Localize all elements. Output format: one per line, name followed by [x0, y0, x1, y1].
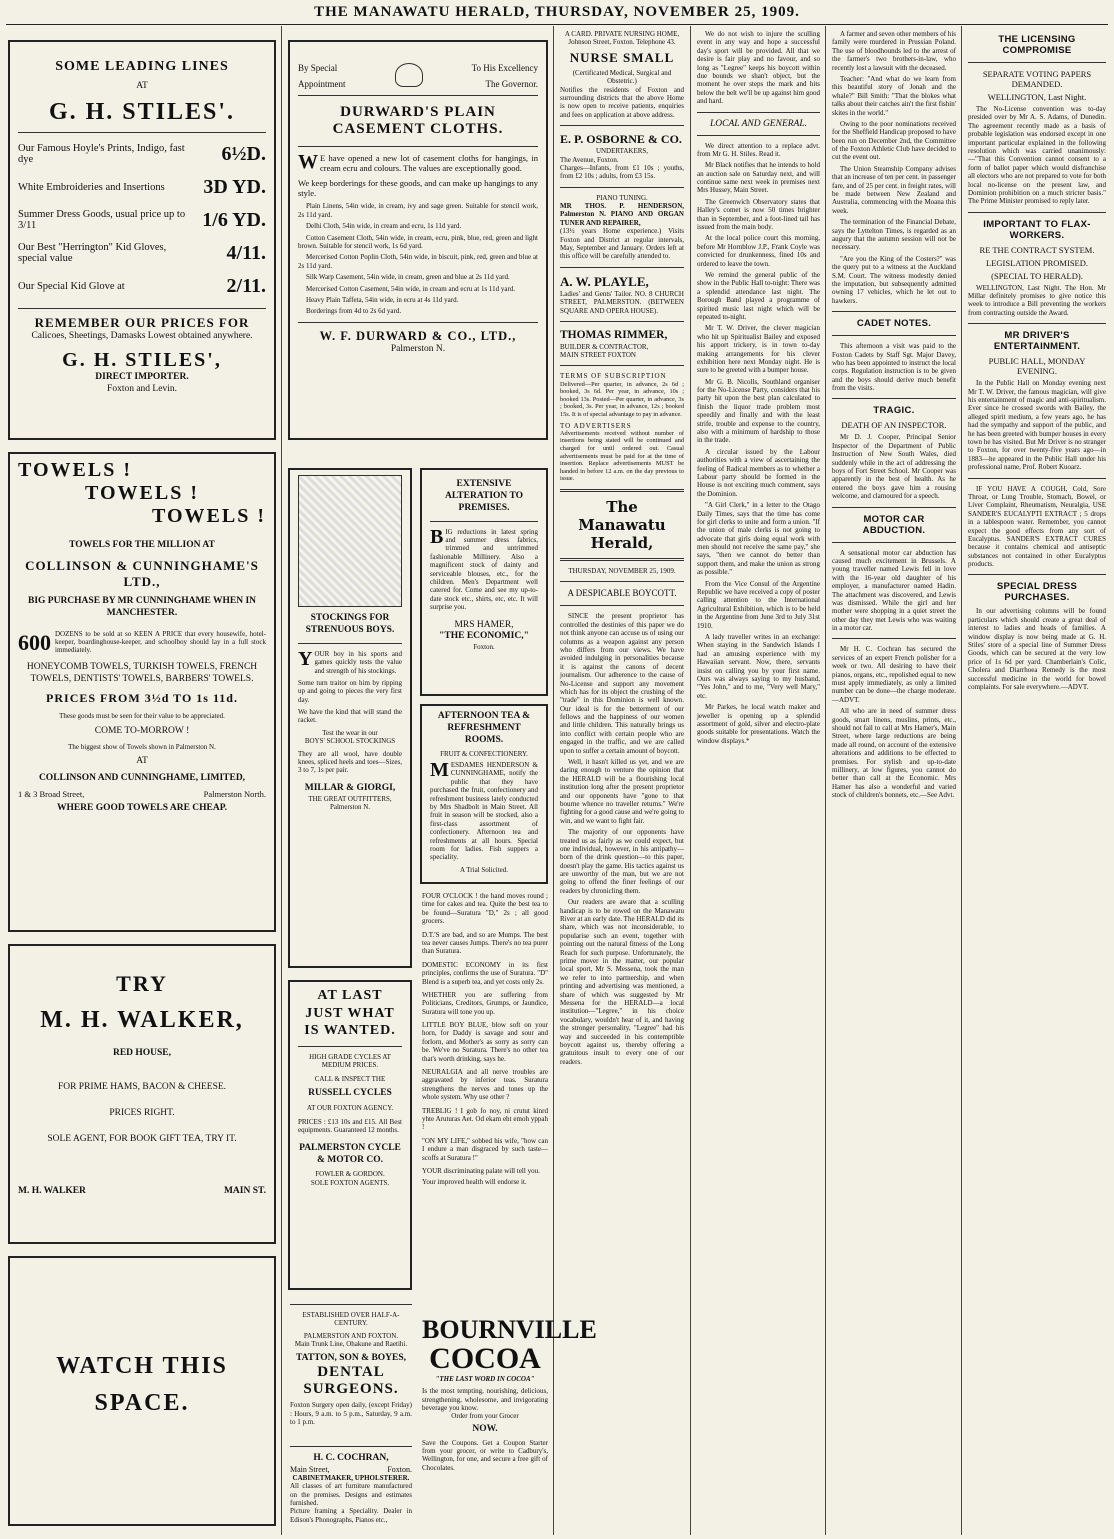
editorial-paragraph: Our readers are aware that a sculling handicap is to be rowed on the Manawatu River at an early date. The HERALD did its share, which was not inconsiderable, to popularise such an event, together with pointing out the natural fitness of the Long Reach for such purpose. Unfortunately, the prime mover in the matter, our popular local sport, Mr S. Messena, took the man we refer to into partnership, and when printing and advertising was mentioned, a share of which was suggested by Mr Messena for the HERALD—a local institution—"Legree," in his choice vocabulary, wouldn't hear of it, and having the stronger personality, "Legree" had his way and succeeded in his contemptible boycott against us, thereby offering a gratuitous insult to every one of our readers. — [560, 898, 684, 1066]
driver-subheading: PUBLIC HALL, MONDAY EVENING. — [988, 356, 1086, 377]
cochran-name: H. C. COCHRAN, — [313, 1453, 389, 1463]
dental-places: PALMERSTON AND FOXTON. — [303, 1331, 399, 1340]
cochran-framing: Picture framing a Speciality. Dealer in Edison's Phonographs, Pianos etc., — [290, 1507, 412, 1524]
nurse-body: Notifies the residents of Foxton and surrounding districts that the above Home is now open to receive patients, enquiries and fees on application at above address. — [560, 85, 684, 119]
flax-text: WELLINGTON, Last Night. The Hon. Mr Millar definitely promises to give notice this week to introduce a Bill preventing the workers from contracting outside the Award. — [968, 283, 1106, 317]
column-7 — [964, 30, 1110, 1536]
flax-subheading-2: LEGISLATION PROMISED. — [986, 257, 1088, 268]
dental-firm: TATTON, SON & BOYES, — [295, 1352, 407, 1363]
hamers-note: All who are in need of summer dress goods, smart linens, muslins, prints, etc., should not fail to call at Mrs Hamer's, Main Street, where large reductions are being made all round, on account of the extensive alterations and additions to be effected to premises. For stylish and up-to-date millinery, at low figures, you cannot do better than call at the Economic. Mrs Hamer has also a wonderful and varied stock of children's bonnets, etc.—See Advt. — [832, 707, 956, 800]
editorial-paragraph: SINCE the present proprietor has controlled the destinies of this paper we do not think anyone can accuse us of using our columns as a weapon against any person who differs from our views. We have avoided indulging in personalities because it is against the canons of decent journalism. Our adherence to the cause of No-License and support any movement which has for its object the crushing of the "trade" in this Dominion is well known. Our ideal is for the betterment of our fellows and the happiness of our women and little children. This naturally brings us into conflict with certain people who are engaged in the traffic, and we are called upon to suffer a certain amount of boycott. — [560, 612, 684, 755]
stiles-importer: DIRECT IMPORTER. — [95, 371, 189, 382]
hamer-ad — [420, 468, 548, 696]
licensing-subheading: SEPARATE VOTING PAPERS DEMANDED. — [982, 69, 1092, 89]
cocoa-ad — [418, 1315, 597, 1538]
stiles-name-footer: G. H. STILES', — [62, 348, 222, 371]
motor-heading: MOTOR CAR ABDUCTION. — [862, 513, 926, 536]
hamer-body: BIG reductions in latest spring and summer dress fabrics, trimmed and untrimmed fashionable Millinery. Also a magnificent stock of dainty and serviceable blouses, etc., for the children. Men's Department well catered for. Come and see my up-to-date stock etc., shirts, etc, etc. It will surprise you. — [430, 525, 538, 612]
herald-headline: A DESPICABLE BOYCOTT. — [567, 588, 677, 599]
osborne-avenue: The Avenue, Foxton. — [560, 155, 619, 164]
watch-line-2: SPACE. — [94, 1390, 190, 1416]
dental-hours: Foxton Surgery open daily, (except Friday) : Hours, 9 a.m. to 5 p.m., Saturday, 9 a.m. to 1 p.m. — [290, 1401, 412, 1427]
news-item: From the Vice Consul of the Argentine Republic we have received a copy of poster calling attention to the International Agricultural Exhibition, which is to be held in the Argentine from June 3rd to July 31st 1910. — [697, 579, 820, 630]
stockings-kind: We have the kind that will stand the racket. — [298, 708, 402, 725]
stiles-name: G. H. STILES'. — [48, 98, 236, 125]
henderson-name: MR THOS. P. HENDERSON, Palmerston N. PIANO AND ORGAN TUNER AND REPAIRER, — [560, 202, 684, 227]
tragic-heading: TRAGIC. — [873, 405, 915, 417]
stockings-outfitters: THE GREAT OUTFITTERS, — [308, 794, 392, 803]
cochran-trade: CABINETMAKER, UPHOLSTERER. — [292, 1473, 410, 1482]
news-item: We direct attention to a replace advt. from Mr G. H. Stiles. Read it. — [697, 141, 820, 158]
local-general-heading: LOCAL AND GENERAL. — [709, 118, 808, 129]
cycles-sole: SOLE FOXTON AGENTS. — [310, 1178, 390, 1187]
cocoa-brand: BOURNVILLE — [422, 1315, 597, 1344]
cocoa-tagline: "THE LAST WORD IN COCOA" — [435, 1374, 535, 1383]
cochran-body: All classes of art furniture manufactured on the premises. Designs and estimates furnished. — [290, 1482, 412, 1508]
tea-rooms-ad — [420, 704, 548, 884]
nurse-cert: (Certificated Medical, Surgical and Obstetric.) — [572, 68, 672, 86]
stiles-item: Our Special Kid Glove at 2/11. — [18, 274, 266, 297]
hamer-shop: "THE ECONOMIC," — [439, 631, 529, 642]
suratura-ad: "ON MY LIFE," sobbed his wife, "how can I endure a man disgraced by such taste—scoffs at Suratura !" — [422, 1136, 548, 1162]
durward-intro: WE have opened a new lot of casement cloths for hangings, in cream ecru and colours. The values are exceptionally good. — [298, 151, 538, 174]
stiles-places: Foxton and Levin. — [107, 383, 177, 394]
piano-heading: PIANO TUNING. — [596, 193, 648, 202]
herald-date: THURSDAY, NOVEMBER 25, 1909. — [568, 566, 676, 575]
suratura-ad: WHETHER you are suffering from Politicians, Creditors, Grumps, or Jaundice, Suratura will tone you up. — [422, 990, 548, 1016]
walker-street: MAIN ST. — [223, 1185, 266, 1196]
terms-heading: TERMS OF SUBSCRIPTION — [560, 372, 667, 381]
stockings-test: Test the wear in our — [322, 728, 378, 737]
towels-dozens: DOZENS to be sold at so KEEN A PRICE that every housewife, hotel-keeper, boardinghouse-keeper, and schoolboy should lay in a full stock immediately. — [55, 629, 266, 655]
news-item: A circular issued by the Labour authorities with a view of ascertaining the feeling of Radical members as to whether a Labour party should be formed in the House is not exciting much comment, says the Dominion. — [697, 447, 820, 498]
suratura-ad: TREBLIG ! I gob fo noy, ni crutut kinrd yhte Aruturas Aet. Od ekam eht emoh yppah ! — [422, 1106, 548, 1132]
towels-ad — [8, 452, 276, 932]
suratura-ad: D.T.'S are bad, and so are Mumps. The best tea never causes Jumps. There's no tea purer than Suratura. — [422, 930, 548, 956]
osborne-trade: UNDERTAKERS, — [595, 147, 649, 156]
towels-appreciated: These goods must be seen for their value to be appreciated. — [59, 712, 225, 721]
stockings-ad — [288, 468, 412, 968]
stockings-title: STOCKINGS FOR STRENUOUS BOYS. — [305, 613, 395, 635]
cycles-prices: PRICES : £13 10s and £15. All Best equipments. Guaranteed 12 months. — [298, 1117, 402, 1135]
boy-illustration — [298, 475, 402, 607]
stiles-items — [18, 143, 266, 298]
watch-line-1: WATCH THIS — [56, 1353, 228, 1379]
news-item: The Greenwich Observatory states that Halley's comet is now 50 times brighter than in September, and a foot-lined tail has issued from the main body. — [697, 197, 820, 232]
column-rule — [553, 26, 554, 1535]
advertisers-body: Advertisements received without number of insertions being stated will be continued and charged for until ordered out. Casual advertisements must be paid for at the time of insertion. Replace advertisements MUST be handed in before 12 a.m. on the day previous to issue. — [560, 429, 684, 483]
rimmer-name: THOMAS RIMMER, — [560, 329, 668, 342]
durward-ad: By Special Appointment To His Excellency The Governor. DURWARD'S PLAIN CASEMENT CLOTHS. WE have opened a new lot of casement cloths for hangings, in cream ecru and colours. The values are exceptionally good. We keep borderings for these goods, and can make up hangings to any style. Plain Linens, 54in wide, in cream, ivy and sage green. Suitable for stencil work, 2s 11d yard. Delhi Cloth, 54in wide, in cream and ecru, 1s 11d yard. Cotton Casement Cloth, 54in wide, in cream, ecru, pink, blue, red, green and light brown. Suitable for stencil work, 1s 6d yard. Mercerised Cotton Poplin Cloth, 54in wide, in biscuit, pink, red, green and blue at 2s 11d yard. Silk Warp Casement, 54in wide, in cream, green and blue at 2s 11d yard. Mercerised Cotton Casement, 54in wide, in cream and ecru at 1s 11d yard. Heavy Plain Taffeta, 54in wide, in ecru at 4s 11d yard. Borderings from 4d to 2s 6d yard. W. F. DURWARD & CO., LTD., Palmerston N. — [288, 40, 548, 440]
cocoa-word: COCOA — [429, 1342, 541, 1376]
column-rule — [825, 26, 826, 1535]
cycles-grade: HIGH GRADE CYCLES AT MEDIUM PRICES. — [309, 1052, 391, 1069]
licensing-dateline: WELLINGTON, Last Night. — [987, 92, 1087, 102]
stiles-item: Summer Dress Goods, usual price up to 3/11 1/6 YD. — [18, 208, 266, 232]
durward-keep: We keep borderings for these goods, and can make up hangings to any style. — [298, 177, 538, 199]
flax-special: (SPECIAL TO HERALD). — [991, 270, 1083, 281]
editorial-paragraph: Well, it hasn't killed us yet, and we are daring enough to venture the opinion that the HERALD will be a flourishing local institution long after the present proprietor and our opponents have "gone to that bourne whence no traveller returns." We're fighting for a good cause and we're going to win, and we want to fight fair. — [560, 758, 684, 825]
news-item: The termination of the Financial Debate, says the Lyttelton Times, is regarded as an augury that the autumn session will not be necessary. — [832, 218, 956, 252]
walker-agent: SOLE AGENT, FOR BOOK GIFT TEA, TRY IT. — [47, 1133, 237, 1144]
news-item: At the local police court this morning, before Mr Hornblow J.P., Frank Coyle was convicted for drunkenness, fined 10s and ordered to leave the town. — [697, 234, 820, 268]
stiles-item: Our Best "Herrington" Kid Gloves, special value 4/11. — [18, 241, 266, 265]
cycles-title: AT LAST JUST WHAT IS WANTED. — [304, 988, 396, 1038]
motor-text: A sensational motor car abduction has caused much excitement in Brussels. A young traveller named Lewis fell in love with the 16-year old daughter of his employer, a manufacturer named Hadin. The attachment was discovered, and Lewis was dismissed. While the girl and her mother were shopping in a quiet street the other day they met Lewis who was waiting in a motor car. — [832, 548, 956, 633]
cadet-heading: CADET NOTES. — [856, 318, 932, 330]
cycles-agency: AT OUR FOXTON AGENCY. — [306, 1103, 394, 1112]
nurse-name: NURSE SMALL — [569, 49, 675, 65]
towels-heading-2: TOWELS ! — [85, 482, 199, 504]
watch-space-ad — [8, 1256, 276, 1526]
column-4 — [556, 30, 688, 1536]
towels-biggest: The biggest show of Towels shown in Palmerston N. — [68, 742, 216, 751]
cochran-street: Main Street, — [290, 1464, 330, 1474]
column-6 — [828, 30, 960, 1536]
durward-place: Palmerston N. — [390, 343, 446, 354]
walker-prices: PRICES RIGHT. — [109, 1107, 175, 1118]
henderson-body: (13½ years Home experience.) Visits Foxton and District at regular intervals, May, September and January. Orders left at this office will be carefully attended to. — [560, 227, 684, 261]
flax-subheading: RE THE CONTRACT SYSTEM. — [979, 244, 1095, 255]
masthead: THE MANAWATU HERALD, THURSDAY, NOVEMBER 25, 1909. — [314, 4, 800, 20]
cocoa-body: Is the most tempting, nourishing, delicious, strengthening, wholesome, and invigorating beverage you know. — [422, 1387, 548, 1412]
licensing-heading: THE LICENSING COMPROMISE — [998, 34, 1076, 56]
driver-text: In the Public Hall on Monday evening next Mr T. W. Driver, the famous magician, will give his entertainment of magic and anti-spiritualism. Ever since he crossed swords with Bailey, the alleged spirit medium, a few years ago, he has had the sympathy and support of the public, and he has been greeted with bumper houses in every town he has visited. But Mr Driver is no stranger to Foxton, for over twenty-five years ago—in 1883—he appeared in the Public Hall under his professional name, Prof. Robert Kuoarz. — [968, 379, 1106, 472]
tragic-subheading: DEATH OF AN INSPECTOR. — [841, 420, 947, 431]
tea-body: MESDAMES HENDERSON & CUNNINGHAME, notify the public that they have purchased the fruit, confectionery and refreshment business lately conducted by Mrs Shadbolt in Main Street. All fruit in season will be stocked, also a first-class assortment of confectionery. Afternoon tea and refreshments at all hours. Special room for ladies. Fish suppers a speciality. — [430, 759, 538, 862]
rimmer-trade: BUILDER & CONTRACTOR, — [560, 342, 649, 351]
stiles-ad — [8, 40, 276, 440]
tragic-text: Mr D. J. Cooper, Principal Senior Inspector of the Department of Public Instruction of New South Wales, died suddenly while in the act of addressing the boys of Fort Street School. Mr Cooper was apparently in the best of health. As he entered the boys gave him a rousing welcome, and clamoured for a speech. — [832, 433, 956, 501]
cycles-ad — [288, 980, 412, 1290]
news-item: Teacher: "And what do we learn from this beautiful story of Jonah and the whale?" Bill Smith: "That the blokes what talks about their catches ain't the first fishin' skites in the world." — [832, 74, 956, 117]
walker-try: TRY — [116, 971, 168, 996]
hamer-name: MRS HAMER, — [454, 619, 514, 630]
driver-heading: MR DRIVER'S ENTERTAINMENT. — [993, 330, 1081, 353]
dental-established: ESTABLISHED OVER HALF-A-CENTURY. — [302, 1311, 400, 1328]
stockings-wool: They are all wool, have double knees, spliced heels and toes—Sizes, 3 to 7, 1s per pair. — [298, 749, 402, 775]
durward-items: Plain Linens, 54in wide, in cream, ivy and sage green. Suitable for stencil work, 2s 11d yard. Delhi Cloth, 54in wide, in cream and ecru, 1s 11d yard. Cotton Casement Cloth, 54in wide, in cream, ecru, pink, blue, red, green and light brown. Suitable for stencil work, 1s 6d yard. Mercerised Cotton Poplin Cloth, 54in wide, in biscuit, pink, red, green and blue at 2s 11d yard. Silk Warp Casement, 54in wide, in cream, green and blue at 2s 11d yard. Mercerised Cotton Casement, 54in wide, in cream and ecru at 1s 11d yard. Heavy Plain Taffeta, 54in wide, in ecru at 4s 11d yard. Borderings from 4d to 2s 6d yard. — [298, 202, 538, 316]
towels-cheap: WHERE GOOD TOWELS ARE CHEAP. — [56, 802, 228, 813]
news-item: Mr Parkes, he local watch maker and jeweller is opening up a splendid assortment of gold, silver and electro-plate goods suitable for presentations. Watch the window displays.* — [697, 703, 820, 745]
towels-firm-footer: COLLINSON AND CUNNINGHAME, LIMITED, — [38, 772, 246, 783]
suratura-ad: NEURALGIA and all nerve troubles are aggravated by inferior teas. Suratura strengthens the nerves and tones up the whole system. Why use other ? — [422, 1068, 548, 1102]
news-item: We remind the general public of the show in the Public Hall to-night: There was a splendid attendance last night. The Borough Band played a programme of spirited music last night which will be repeated to-night. — [697, 270, 820, 321]
durward-footer: W. F. DURWARD & CO., LTD., — [319, 328, 517, 343]
walker-house: RED HOUSE, — [112, 1048, 172, 1058]
tea-fruit: FRUIT & CONFECTIONERY. — [440, 749, 528, 758]
editorial-paragraph: The majority of our opponents have treated us as fairly as we could expect, but one individual, however, in his antipathy—born of the drink question—to this paper, doesn't play the game. His tactics against us are unworthy of the man, but we are not going to offend the finer feelings of our readers by chronicling them. — [560, 828, 684, 895]
nursing-home: A CARD. PRIVATE NURSING HOME, Johnson Street, Foxton. Telephone 43. — [564, 30, 680, 47]
news-item: Owing to the poor nominations received for the Sheffield Handicap proposed to have been run on December 2nd, the Committee of the Foxton Athletic Club have decided to cut the event out. — [832, 119, 956, 162]
news-item: A lady traveller writes in an exchange: When staying in the Sandwich Islands I had an amusing experience with my Hawaiian servant. Now, there, servants insist on calling you by your first name. Ours was always saying to my husband, "Yes John," and to me, "Very well Mary," etc. — [697, 633, 820, 700]
cadet-text: This afternoon a visit was paid to the Foxton Cadets by Staff Sgt. Major Davey, who has been appointed to instruct the local corps. Regulation instruction is to be given and the boys should derive much benefit from the visits. — [832, 342, 956, 393]
stockings-traitor: Some turn traitor on him by ripping up and going to pieces the very first day. — [298, 678, 402, 704]
towels-number: 600 — [18, 629, 51, 655]
hamer-title: EXTENSIVE ALTERATION TO PREMISES. — [444, 479, 524, 513]
column-rule — [961, 26, 962, 1535]
cycles-agents: FOWLER & GORDON. — [315, 1170, 385, 1179]
news-item: Mr T. W. Driver, the clever magician who hit up Spiritualist Bailey and exposed his apport trickery, is in town to-day making arrangements for his clever exhibition here next Monday night. He is sure to be greeted with a bumper house. — [697, 324, 820, 375]
cycles-russell: RUSSELL CYCLES — [308, 1087, 392, 1098]
towels-heading-1: TOWELS ! — [18, 459, 132, 481]
stiles-at: AT — [136, 81, 148, 91]
stiles-calicoes: Calicoes, Sheetings, Damasks Lowest obtained anywhere. — [31, 330, 253, 341]
flax-heading: IMPORTANT TO FLAX-WORKERS. — [983, 218, 1091, 241]
rimmer-place: MAIN STREET FOXTON — [560, 351, 636, 359]
masthead-rule — [6, 24, 1108, 25]
stiles-item: Our Famous Hoyle's Prints, Indigo, fast dye 6½D. — [18, 142, 266, 166]
dental-trunk: Main Trunk Line, Ohakune and Raetihi. — [294, 1340, 408, 1349]
stockings-firm: MILLAR & GIORGI, — [304, 782, 396, 793]
news-item: "Are you the King of the Costers?" was the query put to a witness at the Auckland S.M. Court. The witness modestly denied the imputation, but subsequently admitted owning 17 vehicles, which he let out to hawkers. — [832, 254, 956, 305]
suratura-ad: Your improved health will endorse it. — [422, 1178, 527, 1187]
cochran-note: Mr H. C. Cochran has secured the services of an expert French polisher for a week or two. All desiring to have their pianos, organs, etc., repolished equal to new must apply immediately, as only a limited number can be done—the charge moderate.—ADVT. — [832, 645, 956, 704]
news-item: "A Girl Clerk," in a letter to the Otago Daily Times, says that the time has come for girl clerks to unite and form a union. "If the union of male clerks is not going to advocate that girls doing equal work with men should not receive the same pay," she says, "then we cannot do better than support them, and make the union as strong as possible." — [697, 501, 820, 577]
towels-heading-3: TOWELS ! — [152, 505, 266, 527]
column-5 — [693, 30, 824, 1536]
walker-ad — [8, 944, 276, 1244]
stiles-remember: REMEMBER OUR PRICES FOR — [34, 314, 250, 330]
hamer-place: Foxton. — [473, 643, 495, 652]
news-item: A farmer and seven other members of his family were murdered in Prussian Poland. The use of bloodhounds led to the arrest of the farmer's two brothers-in-law, who recently lost a lawsuit with the deceased. — [832, 30, 956, 72]
walker-hams: FOR PRIME HAMS, BACON & CHEESE. — [57, 1081, 227, 1092]
advertisers-heading: TO ADVERTISERS — [560, 421, 632, 430]
towels-at: AT — [136, 756, 148, 767]
cocoa-now: NOW. — [472, 1423, 498, 1434]
licensing-text: The No-License convention was to-day presided over by Mr A. S. Adams, of Dunedin. The agreement recently made as a basis of probable legislation was endorsed except in one important particular explained in the following resolution which was carried unanimously:—"That this Convention cannot consent to a form of ballot paper which would disfranchise all electors who are not prepared to vote for both local no-license on the present law, and Dominion prohibition on a much stricter basis." The Prime Minister promised to reply later. — [968, 105, 1106, 206]
herald-nameplate: The Manawatu Herald, — [578, 497, 666, 552]
editorial-conclusion: We do not wish to injure the sculling event in any way and hope a successful day's sport will be provided. All that we desire is fair play and no favour, and so long as "Legree" keeps his boycott within due bounds we shan't object, but the moment he over steps the mark and hits below the belt we'll be up against him good and hard. — [697, 30, 820, 106]
towels-prices: PRICES FROM 3½d TO 1s 11d. — [46, 691, 238, 706]
cycles-firm: PALMERSTON CYCLE & MOTOR CO. — [299, 1142, 401, 1165]
cocoa-order: Order from your Grocer — [451, 1412, 519, 1421]
column-rule — [281, 26, 282, 1535]
walker-signature: M. H. WALKER — [18, 1185, 86, 1196]
stiles-item: White Embroideries and Insertions 3D YD. — [18, 175, 266, 198]
suratura-ad: LITTLE BOY BLUE, blow soft on your horn, for Daddy is savage and sour and forlorn, and Mother's as sorry as sorry can be. We've no Suratura. There's no other tea that's worth drinking, says he. — [422, 1021, 548, 1063]
dress-heading: SPECIAL DRESS PURCHASES. — [996, 581, 1078, 604]
royal-crest-icon — [395, 63, 423, 87]
cochran-ad — [286, 1440, 416, 1536]
cycles-call: CALL & INSPECT THE — [314, 1075, 386, 1084]
osborne-charges: Charges—Infants, from £1 10s ; youths, from £2 10s ; adults, from £3 15s. — [560, 163, 684, 181]
suratura-ad: YOUR discriminating palate will tell you. — [422, 1166, 540, 1175]
dress-text: In our advertising columns will be found particulars which should create a great deal of interest to ladies and heads of families. A window display is now being made at G. H. Stiles' store of a special line of Summer Dress Goods, which can be secured at the very low price of 1s 6d per yard. Chamberlain's Colic, Cholera and Diarrhoea Remedy is the most successful medicine in the world for bowel complaints. For sale everywhere.—ADVT. — [968, 607, 1106, 691]
playle-name: A. W. PLAYLE, — [560, 273, 649, 289]
column-rule — [690, 26, 691, 1535]
towels-tomorrow: COME TO-MORROW ! — [94, 725, 190, 736]
dental-title: DENTAL SURGEONS. — [303, 1364, 399, 1398]
towels-firm: COLLINSON & CUNNINGHAME'S LTD., — [25, 557, 259, 589]
playle-body: Ladies' and Gents' Tailor. NO. 8 CHURCH STREET, PALMERSTON. (BETWEEN SQUARE AND OPERA HOUSE). — [560, 290, 684, 315]
news-item: Mr Black notifies that he intends to hold an auction sale on Saturday next, and will continue same next week in premises next Mrs Hussey, Main Street. — [697, 161, 820, 195]
suratura-ad: FOUR O'CLOCK ! the hand moves round ; time for cakes and tea. Quite the best tea to be found—Suratura "D," 2s ; all good grocers. — [422, 892, 548, 926]
walker-name: M. H. WALKER, — [40, 1007, 244, 1033]
towels-town: Palmerston North. — [203, 788, 266, 799]
stockings-place: Palmerston N. — [329, 803, 371, 812]
cochran-town: Foxton. — [387, 1464, 412, 1474]
sanders-ad: IF YOU HAVE A COUGH, Cold, Sore Throat, or Lung Trouble, Stomach, Bowel, or Liver Complaint, Rheumatism, Neuralgia, USE SANDER'S EUCALYPTI EXTRACT ; 5 drops in a tablespoon water. Remember, you cannot expect the good effects from any sort of Eucalyptus. SANDER'S EXTRACT CURES because it contains chemical and antiseptic substances not contained in other Eucalyptus products. — [968, 484, 1106, 569]
tea-title: AFTERNOON TEA & REFRESHMENT ROOMS. — [437, 711, 531, 745]
news-item: The Union Steamship Company advises that an increase of ten per cent. in passenger fare, and of 25 per cent. in freight rates, will be made between New Zealand and Australia, commencing with the Moana this week. — [832, 164, 956, 215]
dental-ad — [286, 1298, 416, 1438]
osborne-name: E. P. OSBORNE & CO. — [560, 132, 682, 147]
news-item: Mr G. B. Nicolls, Southland organiser for the No-License Party, considers that his party hit upon the best plan calculated to finish the liquor trade problem most speedily and finally and with the least strife, trouble and expense to the country, also with a minimum of hardship to those in the trade. — [697, 377, 820, 445]
towels-purchase: BIG PURCHASE BY MR CUNNINGHAME WHEN IN MANCHESTER. — [27, 595, 256, 618]
stiles-title: SOME LEADING LINES — [55, 59, 229, 74]
stockings-body: YOUR boy in his sports and games quickly tests the value and strength of his stockings. — [298, 647, 402, 675]
suratura-ads — [418, 892, 552, 1302]
cocoa-coupons: Save the Coupons. Get a Coupon Starter from your grocer, or write to Cadbury's, Wellington, for one, and secure a free gift of Chocolates. — [422, 1438, 548, 1472]
stockings-boys: BOYS' SCHOOL STOCKINGS — [304, 737, 396, 746]
suratura-ad: DOMESTIC ECONOMY in its first principles, confirms the use of Suratura. "D" Blend is a superb tea, and yet costs only 2s. — [422, 960, 548, 986]
durward-title: DURWARD'S PLAIN CASEMENT CLOTHS. — [332, 104, 504, 137]
towels-million: TOWELS FOR THE MILLION AT — [69, 540, 215, 550]
tea-trial: A Trial Solicited. — [459, 865, 509, 874]
terms-body: Delivered—Per quarter, in advance, 2s 6d ; booked, 3s 6d. Per year, in advance, 10s ; booked 13s. Posted—Per quarter, in advance, 3s ; booked, 3s. Per year, in advance, 12s ; booked 15s. It is of special advantage to pay in advance. — [560, 380, 684, 418]
towels-address: 1 & 3 Broad Street, — [18, 788, 85, 799]
towels-kinds: HONEYCOMB TOWELS, TURKISH TOWELS, FRENCH TOWELS, DENTISTS' TOWELS, BARBERS' TOWELS. — [26, 661, 258, 684]
